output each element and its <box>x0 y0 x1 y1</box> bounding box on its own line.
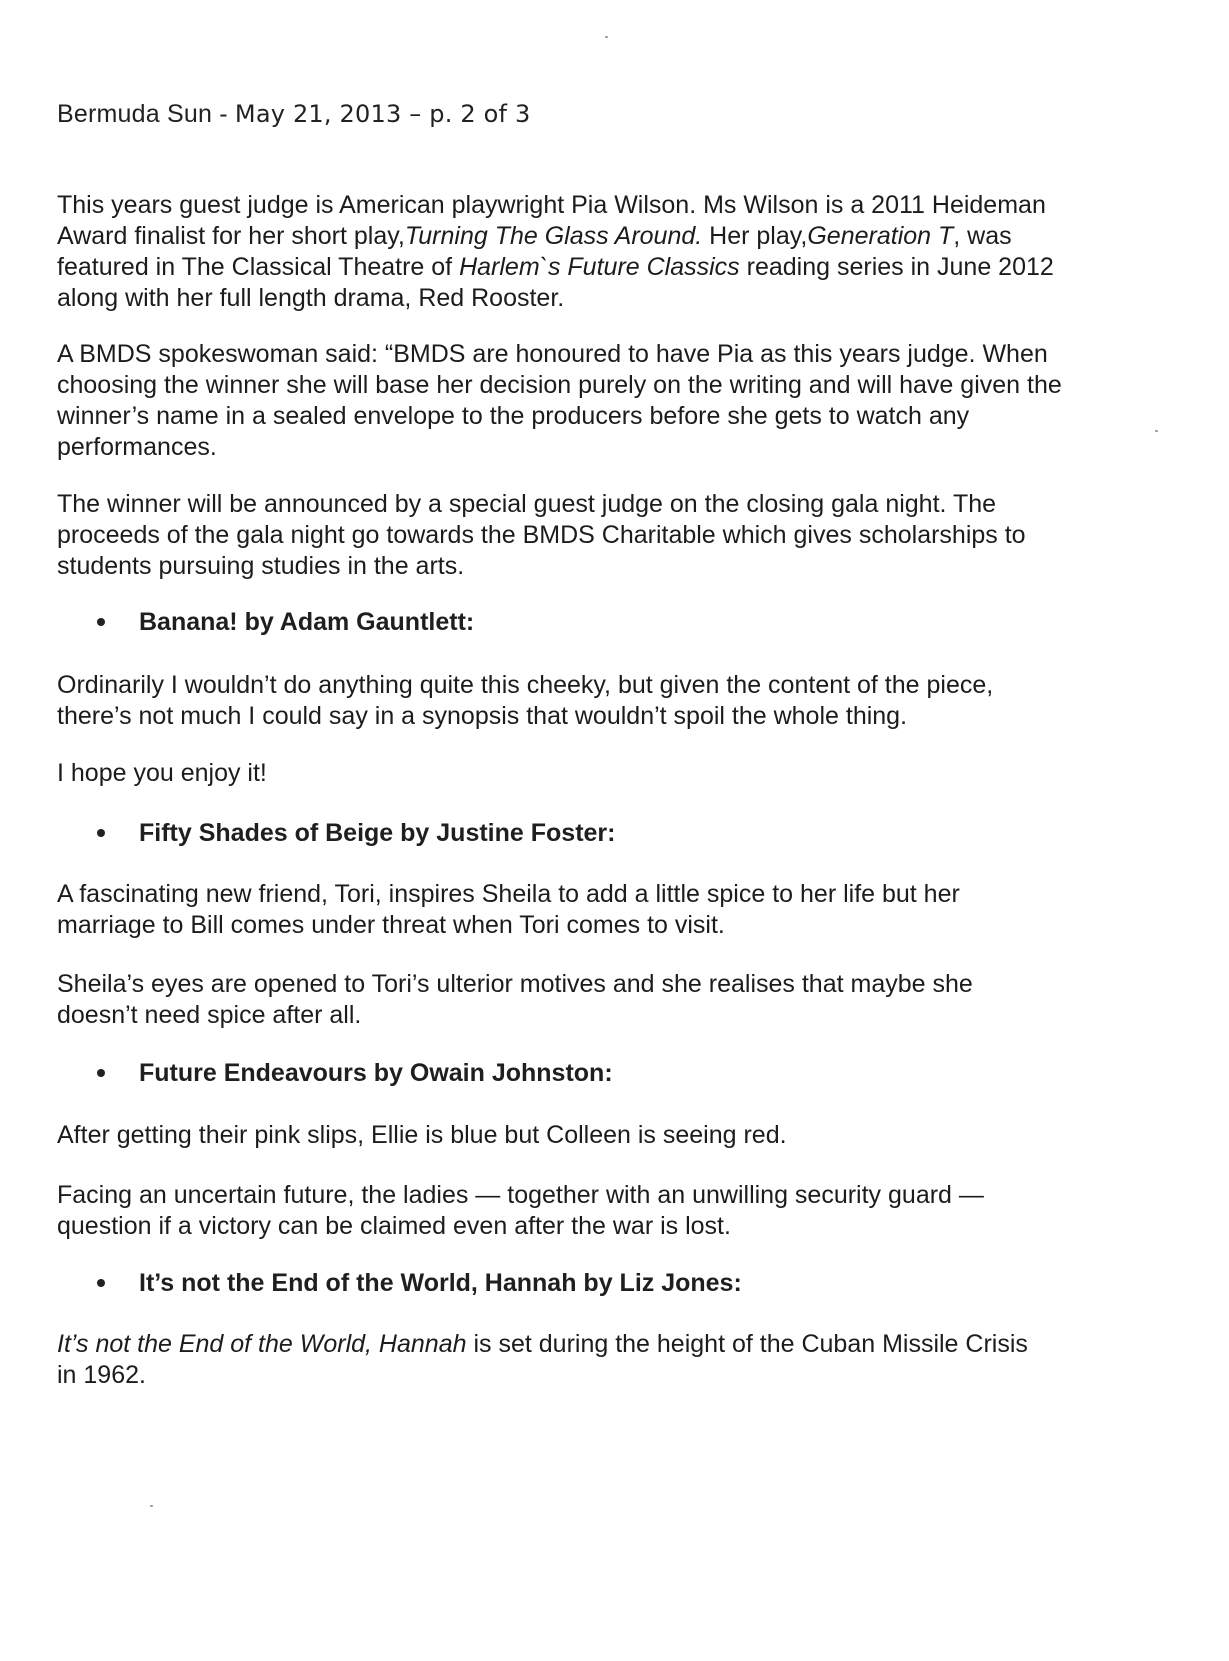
page-header <box>57 100 531 129</box>
play-3-paragraph-1: After getting their pink slips, Ellie is blue but Colleen is seeing red. <box>57 1121 787 1149</box>
bullet-icon <box>97 607 139 638</box>
intro-p1-play-title-2: Generation T <box>807 222 954 250</box>
play-heading-3 <box>97 1058 613 1089</box>
play-1-paragraph-1: Ordinarily I wouldn’t do anything quite this cheeky, but given the content of the piece, there’s not much I could say in a synopsis that wouldn’t spoil the whole thing. <box>57 671 994 730</box>
play-title: It’s not the End of the World, Hannah by Liz Jones: <box>139 1269 742 1297</box>
play-1-paragraph-2: I hope you enjoy it! <box>57 759 267 787</box>
play-4-title-italic: It’s not the End of the World, Hannah <box>57 1330 467 1358</box>
intro-p1-series-title: Harlem`s Future Classics <box>459 253 740 281</box>
header-separator: - <box>212 100 235 128</box>
intro-p1-text-e: , was featured in The Classical Theatre of <box>57 222 1012 281</box>
intro-p1-text-a: This years guest judge is American playwright Pia Wilson. Ms Wilson is a 2011 Heideman Award finalist for her short play, <box>57 191 1046 250</box>
scan-speck <box>605 36 608 38</box>
intro-p1-text-c: Her play, <box>702 222 808 250</box>
play-4-text: is set during the height of the Cuban Missile Crisis in 1962. <box>57 1330 1028 1389</box>
bullet-icon <box>97 818 139 849</box>
scan-speck <box>150 1505 153 1507</box>
bullet-icon <box>97 1058 139 1089</box>
play-4-paragraph-1 <box>57 1329 1037 1391</box>
bullet-icon <box>97 1268 139 1299</box>
play-title: Banana! by Adam Gauntlett: <box>139 608 475 636</box>
intro-paragraph-2: A BMDS spokeswoman said: “BMDS are honoured to have Pia as this years judge. When choosing the winner she will base her decision purely on the writing and will have given the winner’s name in a sealed envelope to the producers before she gets to watch any performances. <box>57 340 1062 461</box>
intro-paragraph-3: The winner will be announced by a special guest judge on the closing gala night. The proceeds of the gala night go towards the BMDS Charitable which gives scholarships to students pursuing studies in the arts. <box>57 490 1026 580</box>
play-title: Fifty Shades of Beige by Justine Foster: <box>139 819 616 847</box>
header-date-page: May 21, 2013 – p. 2 of 3 <box>234 100 531 128</box>
play-2-paragraph-2: Sheila’s eyes are opened to Tori’s ulterior motives and she realises that maybe she doesn’t need spice after all. <box>57 970 973 1029</box>
header-source: Bermuda Sun <box>57 100 213 128</box>
play-3-paragraph-2: Facing an uncertain future, the ladies — together with an unwilling security guard — question if a victory can be claimed even after the war is lost. <box>57 1181 984 1240</box>
scan-speck <box>1155 430 1158 432</box>
intro-paragraph-1 <box>57 190 1057 314</box>
play-heading-2 <box>97 818 615 849</box>
play-title: Future Endeavours by Owain Johnston: <box>139 1059 613 1087</box>
intro-p1-text-g: reading series in June 2012 along with her full length drama, Red Rooster. <box>57 253 1054 312</box>
play-heading-4 <box>97 1268 742 1299</box>
play-heading-1 <box>97 607 474 638</box>
intro-p1-play-title: Turning The Glass Around. <box>404 222 703 250</box>
play-2-paragraph-1: A fascinating new friend, Tori, inspires Sheila to add a little spice to her life but her marriage to Bill comes under threat when Tori comes to visit. <box>57 880 960 939</box>
